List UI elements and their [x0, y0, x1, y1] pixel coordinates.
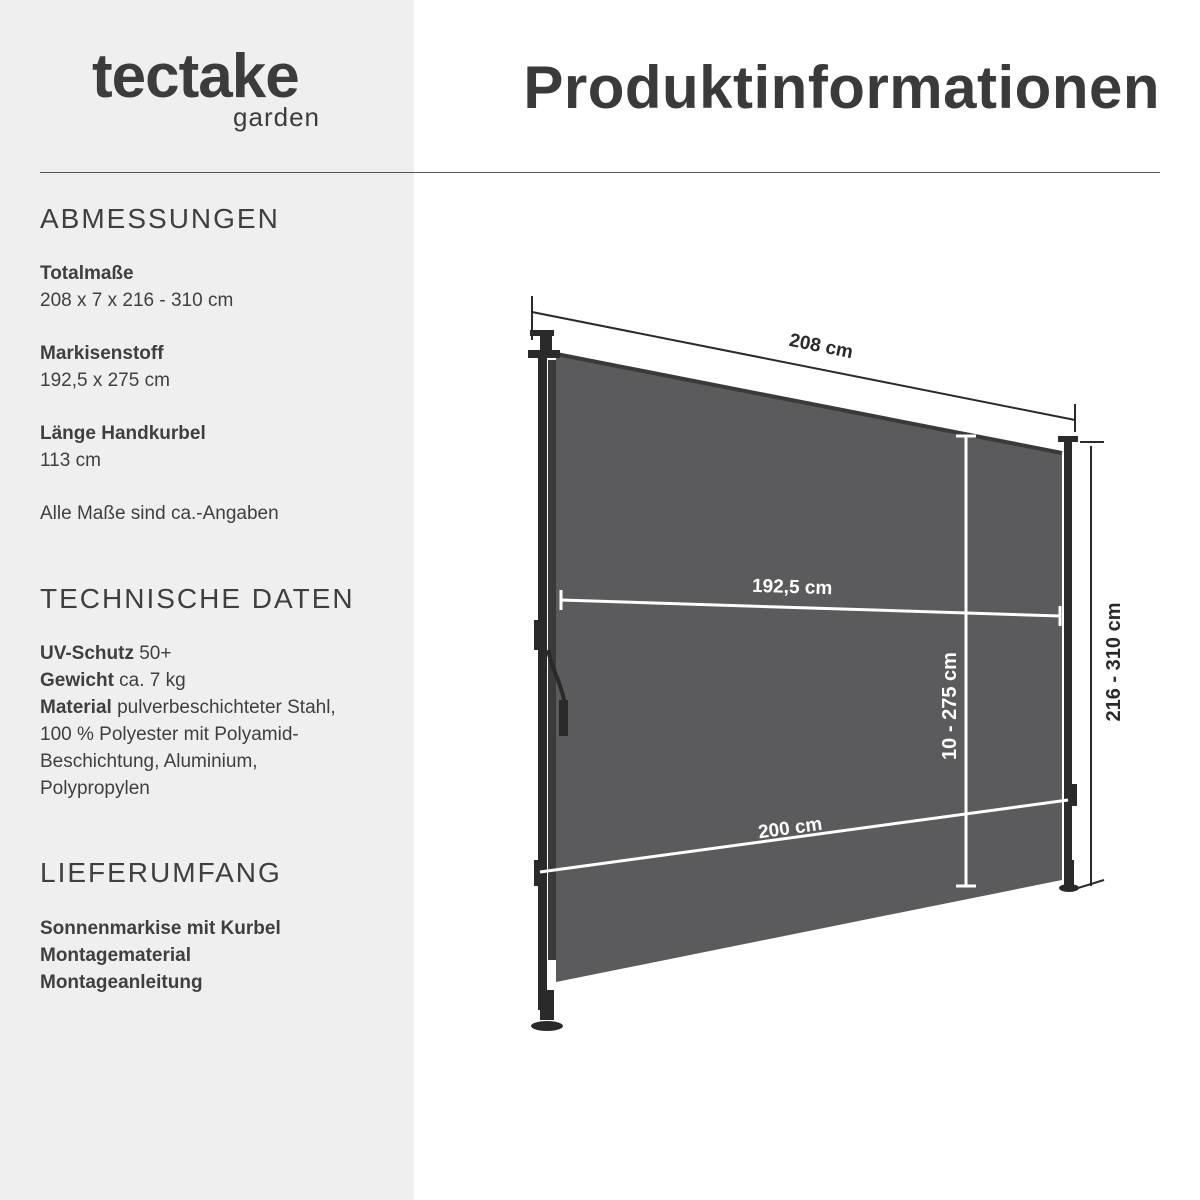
logo-sub: garden	[233, 102, 320, 132]
logo-brand: tectake	[92, 42, 299, 111]
delivery-item: Montagematerial	[40, 945, 191, 966]
dim-label-fabric-width: 192,5 cm	[751, 575, 833, 600]
section-heading-abmessungen: ABMESSUNGEN	[40, 203, 280, 234]
spec-label: Länge Handkurbel	[40, 423, 206, 444]
spec-value: 192,5 x 275 cm	[40, 370, 170, 391]
tech-item-gewicht	[40, 667, 370, 694]
spec-item-markisenstoff	[40, 340, 400, 394]
tech-label: Gewicht	[40, 670, 114, 691]
spec-item-handkurbel	[40, 420, 400, 474]
section-heading-technische-daten: TECHNISCHE DATEN	[40, 583, 355, 614]
tech-label: UV-Schutz	[40, 643, 134, 664]
crank-handle	[559, 700, 568, 736]
delivery-item: Sonnenmarkise mit Kurbel	[40, 918, 281, 939]
brand-logo	[92, 44, 324, 134]
dimensions-note: Alle Maße sind ca.-Angaben	[40, 503, 279, 524]
spec-value: 113 cm	[40, 450, 101, 471]
awning-diagram	[440, 180, 1200, 1180]
tech-value: pulverbeschichteter Stahl, 100 % Polyester mit Polyamid-Beschichtung, Aluminium, Polypropylen	[40, 697, 336, 799]
header-divider	[40, 172, 1160, 173]
dimension-total-height	[1078, 442, 1104, 888]
spec-value: 208 x 7 x 216 - 310 cm	[40, 290, 234, 311]
page-title: Produktinformationen	[523, 54, 1160, 121]
dim-label-bottom: 200 cm	[756, 813, 824, 844]
spec-label: Totalmaße	[40, 263, 134, 284]
spec-item-totalmasse	[40, 260, 400, 314]
tech-label: Material	[40, 697, 112, 718]
dim-label-total-height: 216 - 310 cm	[1103, 602, 1125, 722]
awning-fabric	[556, 352, 1062, 982]
delivery-item: Montageanleitung	[40, 972, 203, 993]
dim-label-top: 208 cm	[787, 329, 855, 364]
tech-item-material	[40, 694, 370, 802]
section-heading-lieferumfang: LIEFERUMFANG	[40, 857, 282, 888]
tech-item-uv	[40, 640, 370, 667]
tech-value: ca. 7 kg	[113, 670, 186, 691]
tech-specs	[40, 640, 370, 802]
delivery-list	[40, 915, 400, 996]
tech-value: 50+	[133, 643, 172, 664]
dim-label-fabric-height: 10 - 275 cm	[939, 652, 961, 760]
spec-label: Markisenstoff	[40, 343, 164, 364]
